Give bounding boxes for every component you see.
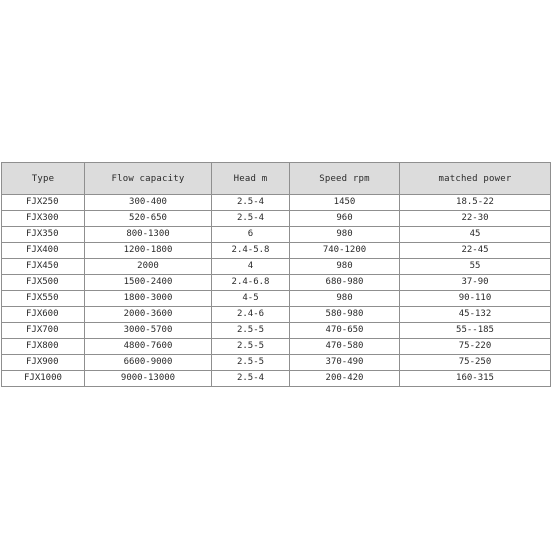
cell-type: FJX300 bbox=[2, 211, 85, 227]
table-row bbox=[2, 275, 551, 291]
header-head: Head m bbox=[212, 163, 290, 195]
cell-matched-power: 45 bbox=[400, 227, 551, 243]
cell-speed: 680-980 bbox=[290, 275, 400, 291]
cell-type: FJX600 bbox=[2, 307, 85, 323]
cell-matched-power: 45-132 bbox=[400, 307, 551, 323]
cell-head: 4-5 bbox=[212, 291, 290, 307]
cell-flow-capacity: 1800-3000 bbox=[85, 291, 212, 307]
cell-speed: 980 bbox=[290, 227, 400, 243]
cell-speed: 1450 bbox=[290, 195, 400, 211]
cell-flow-capacity: 520-650 bbox=[85, 211, 212, 227]
table-header bbox=[2, 163, 551, 195]
cell-matched-power: 55 bbox=[400, 259, 551, 275]
table-row bbox=[2, 211, 551, 227]
table-row bbox=[2, 243, 551, 259]
cell-flow-capacity: 4800-7600 bbox=[85, 339, 212, 355]
cell-head: 4 bbox=[212, 259, 290, 275]
cell-speed: 980 bbox=[290, 291, 400, 307]
cell-matched-power: 55--185 bbox=[400, 323, 551, 339]
cell-type: FJX700 bbox=[2, 323, 85, 339]
cell-head: 2.5-4 bbox=[212, 371, 290, 387]
cell-flow-capacity: 6600-9000 bbox=[85, 355, 212, 371]
cell-type: FJX250 bbox=[2, 195, 85, 211]
cell-flow-capacity: 1200-1800 bbox=[85, 243, 212, 259]
cell-flow-capacity: 800-1300 bbox=[85, 227, 212, 243]
cell-type: FJX350 bbox=[2, 227, 85, 243]
cell-matched-power: 18.5-22 bbox=[400, 195, 551, 211]
cell-speed: 370-490 bbox=[290, 355, 400, 371]
cell-speed: 980 bbox=[290, 259, 400, 275]
cell-type: FJX400 bbox=[2, 243, 85, 259]
cell-flow-capacity: 2000-3600 bbox=[85, 307, 212, 323]
cell-type: FJX500 bbox=[2, 275, 85, 291]
cell-head: 2.5-5 bbox=[212, 339, 290, 355]
cell-type: FJX1000 bbox=[2, 371, 85, 387]
cell-flow-capacity: 300-400 bbox=[85, 195, 212, 211]
cell-flow-capacity: 2000 bbox=[85, 259, 212, 275]
cell-matched-power: 75-250 bbox=[400, 355, 551, 371]
header-flow-capacity: Flow capacity bbox=[85, 163, 212, 195]
cell-head: 2.5-5 bbox=[212, 323, 290, 339]
specification-table bbox=[1, 162, 551, 387]
cell-speed: 200-420 bbox=[290, 371, 400, 387]
cell-head: 2.4-5.8 bbox=[212, 243, 290, 259]
cell-matched-power: 22-30 bbox=[400, 211, 551, 227]
header-matched-power: matched power bbox=[400, 163, 551, 195]
cell-type: FJX550 bbox=[2, 291, 85, 307]
table-row bbox=[2, 227, 551, 243]
cell-type: FJX800 bbox=[2, 339, 85, 355]
cell-matched-power: 75-220 bbox=[400, 339, 551, 355]
cell-head: 2.5-5 bbox=[212, 355, 290, 371]
cell-matched-power: 160-315 bbox=[400, 371, 551, 387]
cell-flow-capacity: 3000-5700 bbox=[85, 323, 212, 339]
cell-flow-capacity: 9000-13000 bbox=[85, 371, 212, 387]
cell-head: 2.4-6.8 bbox=[212, 275, 290, 291]
table-row bbox=[2, 259, 551, 275]
table-row bbox=[2, 323, 551, 339]
cell-matched-power: 22-45 bbox=[400, 243, 551, 259]
table-row bbox=[2, 339, 551, 355]
cell-speed: 740-1200 bbox=[290, 243, 400, 259]
cell-type: FJX900 bbox=[2, 355, 85, 371]
table-body bbox=[2, 195, 551, 387]
cell-speed: 470-580 bbox=[290, 339, 400, 355]
cell-speed: 470-650 bbox=[290, 323, 400, 339]
table-row bbox=[2, 195, 551, 211]
cell-type: FJX450 bbox=[2, 259, 85, 275]
cell-head: 2.5-4 bbox=[212, 211, 290, 227]
header-type: Type bbox=[2, 163, 85, 195]
cell-head: 6 bbox=[212, 227, 290, 243]
cell-head: 2.4-6 bbox=[212, 307, 290, 323]
table-row bbox=[2, 355, 551, 371]
table-row bbox=[2, 291, 551, 307]
cell-speed: 580-980 bbox=[290, 307, 400, 323]
cell-matched-power: 90-110 bbox=[400, 291, 551, 307]
cell-flow-capacity: 1500-2400 bbox=[85, 275, 212, 291]
header-row bbox=[2, 163, 551, 195]
header-speed: Speed rpm bbox=[290, 163, 400, 195]
cell-matched-power: 37-90 bbox=[400, 275, 551, 291]
table-row bbox=[2, 307, 551, 323]
table-row bbox=[2, 371, 551, 387]
cell-speed: 960 bbox=[290, 211, 400, 227]
cell-head: 2.5-4 bbox=[212, 195, 290, 211]
